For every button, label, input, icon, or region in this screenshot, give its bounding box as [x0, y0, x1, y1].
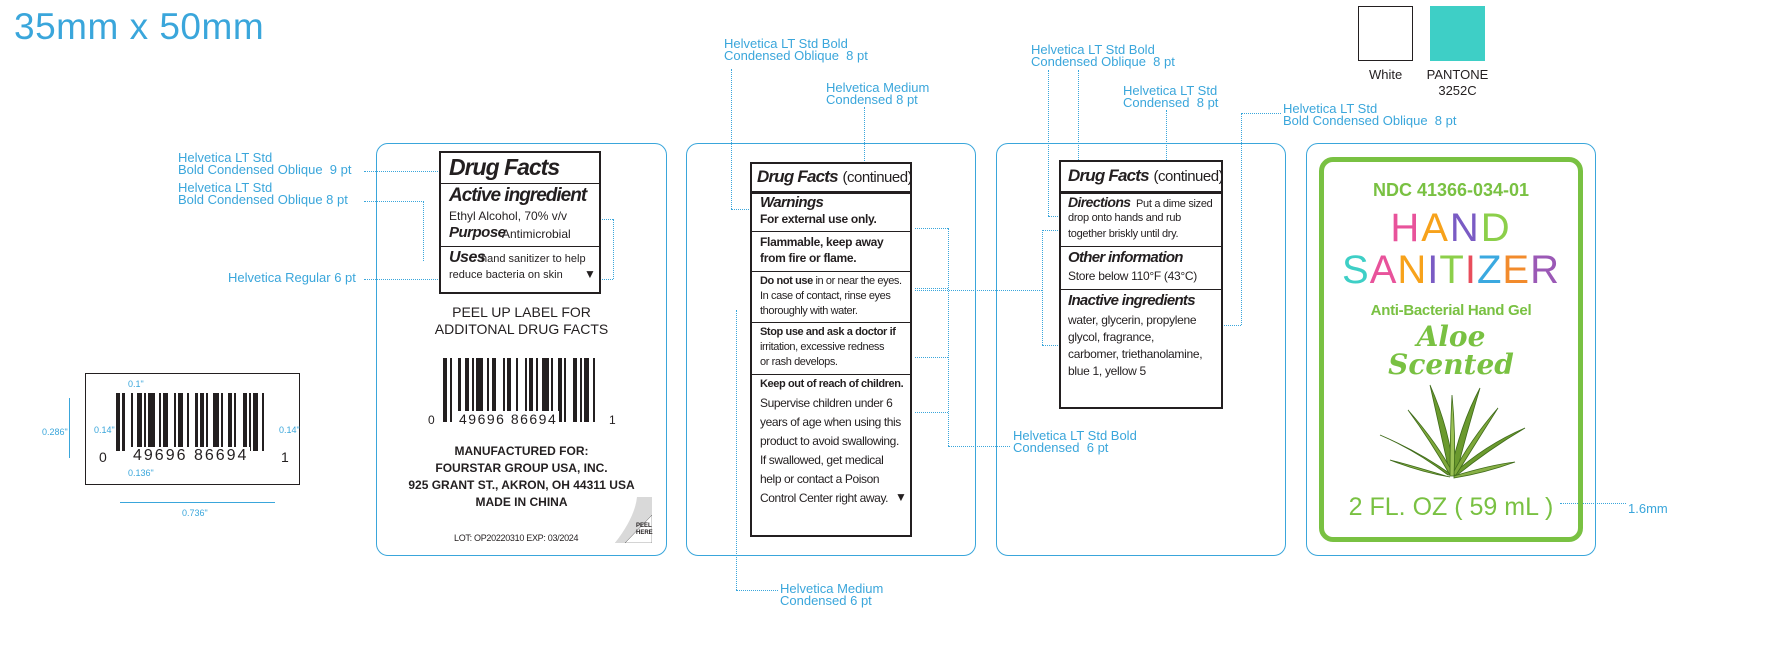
- swatch-pantone-label: PANTONE 3252C: [1426, 67, 1489, 98]
- swatch-pantone: [1430, 6, 1485, 61]
- annotation-drugfacts-font: Helvetica LT Std Bold Condensed Oblique 9 pt: [178, 150, 352, 177]
- warnings-heading: Warnings: [760, 194, 824, 211]
- inactive-heading: Inactive ingredients: [1068, 292, 1195, 309]
- inactive-4: blue 1, yellow 5: [1068, 364, 1146, 378]
- uses-text-2: reduce bacteria on skin: [449, 269, 563, 281]
- divider: [752, 231, 910, 232]
- ndc-number: NDC 41366-034-01: [1372, 180, 1530, 200]
- do-not-use-1: Do not use in or near the eyes.: [760, 275, 902, 287]
- keep-out-heading: Keep out of reach of children.: [760, 378, 904, 390]
- mfg-line-1: MANUFACTURED FOR:: [454, 444, 589, 458]
- continue-arrow-icon: ▼: [895, 490, 907, 504]
- barcode-digits: 49696 86694: [459, 411, 558, 427]
- sanitizer-title: [1319, 248, 1583, 293]
- title-letter: I: [1427, 248, 1440, 292]
- barcode-left-digit: 0: [428, 413, 435, 427]
- continue-arrow-icon: ▼: [584, 267, 596, 281]
- drug-facts-box-2: [750, 162, 912, 537]
- swatch-white: [1358, 6, 1413, 61]
- df-title: Drug Facts: [449, 154, 560, 180]
- hand-title: [1319, 206, 1583, 251]
- purpose-text: Antimicrobial: [502, 227, 571, 241]
- dim-bottom: 0.136": [128, 468, 154, 478]
- dim-width: 0.736": [182, 508, 208, 518]
- barcode-gap: [264, 393, 270, 451]
- title-letter: Z: [1476, 248, 1503, 292]
- title-letter: N: [1449, 206, 1481, 250]
- annotation-active-font: Helvetica LT Std Bold Condensed Oblique 8 pt: [178, 180, 348, 207]
- mfg-line-2: FOURSTAR GROUP USA, INC.: [435, 461, 608, 475]
- title-letter: A: [1421, 206, 1450, 250]
- external-use: For external use only.: [760, 212, 877, 226]
- barcode-gap: [566, 358, 573, 422]
- barcode-right-digit: 1: [609, 413, 616, 427]
- leader-line: [736, 590, 778, 591]
- barcode-spec-right-digit: 1: [281, 449, 289, 465]
- annotation-inactive-font: Helvetica LT Std Bold Condensed Oblique 8 pt: [1283, 101, 1457, 128]
- df-title: Drug Facts (continued): [1068, 166, 1224, 185]
- title-letter: R: [1530, 248, 1560, 292]
- peel-label-1: PEEL UP LABEL FOR: [452, 304, 591, 320]
- annotation-medium6-font: Helvetica Medium Condensed 6 pt: [780, 581, 884, 608]
- keep-out-5: help or contact a Poison: [760, 472, 880, 486]
- purpose-heading: Purpose: [449, 224, 506, 241]
- leader-line: [120, 502, 275, 503]
- title-letter: H: [1390, 206, 1422, 250]
- stop-use-heading: Stop use and ask a doctor if: [760, 326, 896, 338]
- aloe-plant-image: [1370, 380, 1530, 480]
- aloe-script: Aloe: [1416, 320, 1486, 353]
- inactive-1: water, glycerin, propylene: [1068, 313, 1197, 327]
- peel-label-2: ADDITONAL DRUG FACTS: [434, 321, 609, 337]
- annotation-margin-dim: 1.6mm: [1628, 501, 1668, 516]
- page-title: 35mm x 50mm: [14, 6, 265, 47]
- annotation-condensed-font: Helvetica LT Std Condensed 8 pt: [1123, 83, 1219, 110]
- barcode-spec-bars: [116, 393, 271, 451]
- inactive-2: glycol, fragrance,: [1068, 330, 1154, 344]
- keep-out-4: If swallowed, get medical: [760, 453, 884, 467]
- title-letter: A: [1369, 248, 1398, 292]
- inactive-3: carbomer, triethanolamine,: [1068, 347, 1203, 361]
- stop-use-1: irritation, excessive redness: [760, 341, 885, 353]
- divider: [752, 271, 910, 272]
- keep-out-6: Control Center right away.: [760, 491, 889, 505]
- annotation-directions-font: Helvetica LT Std Bold Condensed Oblique 8 pt: [1031, 42, 1175, 69]
- mfg-line-3: 925 GRANT ST., AKRON, OH 44311 USA: [408, 478, 635, 492]
- dim-right: 0.14": [279, 425, 300, 435]
- flammable-1: Flammable, keep away: [760, 235, 884, 249]
- title-letter: E: [1502, 248, 1531, 292]
- keep-out-1: Supervise children under 6: [760, 396, 893, 410]
- title-letter: N: [1397, 248, 1428, 292]
- uses-text-1: hand sanitizer to help: [481, 253, 586, 265]
- leader-line: [1241, 113, 1281, 114]
- divider: [752, 374, 910, 375]
- divider: [1061, 289, 1221, 290]
- title-letter: S: [1342, 248, 1370, 292]
- annotation-bold6-font: Helvetica LT Std Bold Condensed 6 pt: [1013, 428, 1137, 455]
- df-title: Drug Facts (continued): [757, 167, 913, 186]
- barcode-spec-left-digit: 0: [99, 449, 107, 465]
- other-info-1: Store below 110°F (43°C): [1068, 269, 1197, 283]
- dim-left: 0.14": [94, 425, 115, 435]
- barcode-gap: [595, 358, 602, 422]
- scented-script: Scented: [1388, 348, 1514, 381]
- do-not-use-3: thoroughly with water.: [760, 305, 858, 317]
- directions-2: drop onto hands and rub: [1068, 212, 1181, 224]
- title-letter: T: [1439, 248, 1465, 292]
- annotation-regular-font: Helvetica Regular 6 pt: [228, 270, 356, 285]
- stop-use-2: or rash develops.: [760, 356, 838, 368]
- other-info-heading: Other information: [1068, 249, 1183, 266]
- directions-1: Directions Put a dime sized: [1068, 194, 1213, 210]
- lot-exp: LOT: OP20220310 EXP: 03/2024: [454, 533, 579, 543]
- divider: [441, 246, 599, 247]
- product-subtitle: Anti-Bacterial Hand Gel: [1370, 302, 1532, 319]
- dim-height: 0.286": [42, 427, 68, 437]
- active-text: Ethyl Alcohol, 70% v/v: [449, 209, 568, 223]
- leader-line: [69, 398, 70, 458]
- uses-heading: Uses: [449, 249, 486, 266]
- drug-facts-box-3: [1059, 160, 1223, 409]
- title-letter: I: [1464, 248, 1477, 292]
- annotation-warnings-font: Helvetica LT Std Bold Condensed Oblique 8 pt: [724, 36, 868, 63]
- active-heading: Active ingredient: [449, 185, 587, 206]
- mfg-line-4: MADE IN CHINA: [475, 495, 568, 509]
- peel-here-text: PEEL HERE: [636, 523, 653, 536]
- divider: [752, 322, 910, 323]
- volume: 2 FL. OZ ( 59 mL ): [1348, 493, 1554, 521]
- directions-3: together briskly until dry.: [1068, 228, 1179, 240]
- annotation-external-font: Helvetica Medium Condensed 8 pt: [826, 80, 930, 107]
- title-letter: D: [1480, 206, 1512, 250]
- swatch-white-label: White: [1369, 67, 1403, 82]
- dim-top: 0.1": [128, 379, 144, 389]
- keep-out-3: product to avoid swallowing.: [760, 434, 899, 448]
- keep-out-2: years of age when using this: [760, 415, 901, 429]
- flammable-2: from fire or flame.: [760, 251, 857, 265]
- drug-facts-box-1: [439, 151, 601, 294]
- barcode-spec-digits: 49696 86694: [133, 447, 249, 464]
- divider: [441, 183, 599, 184]
- do-not-use-2: In case of contact, rinse eyes: [760, 290, 891, 302]
- divider: [1061, 246, 1221, 247]
